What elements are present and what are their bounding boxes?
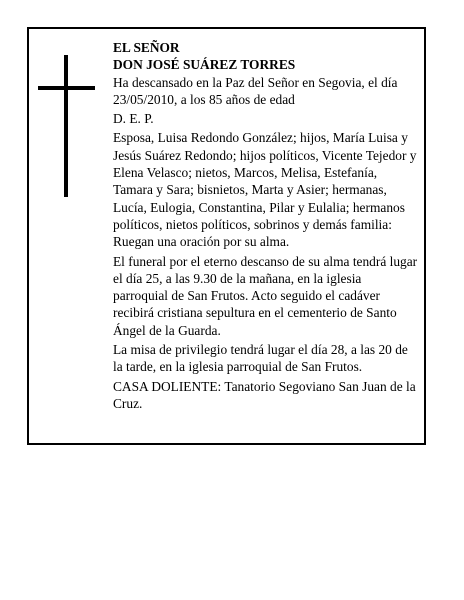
deceased-title: EL SEÑOR [113, 40, 180, 55]
dep-abbreviation: D. E. P. [113, 111, 154, 127]
funeral-home: CASA DOLIENTE: Tanatorio Segoviano San Juan de la Cruz. [113, 378, 416, 411]
family-list: Esposa, Luisa Redondo González; hijos, María Luisa y Jesús Suárez Redondo; hijos políticos, Vicente Tejedor y Elena Velasco; nietos, Marcos, Melisa, Estefanía, Tamara y Sara; bisnietos, Marta y Asier; hermanas, Lucía, Eulogia, Constantina, Pilar y Eulalia; hermanos políticos, nietos políticos, sobrinos y demás familia: [113, 130, 417, 232]
funeral-details: El funeral por el eterno descanso de su alma tendrá lugar el día 25, a las 9.30 de la mañana, en la iglesia parroquial de San Frutos. Acto seguido el cadáver recibirá cristiana sepultura en el cementerio de Santo Ángel de la Guarda. [113, 253, 418, 338]
deceased-name: DON JOSÉ SUÁREZ TORRES [113, 57, 296, 73]
mass-details: La misa de privilegio tendrá lugar el día 28, a las 20 de la tarde, en la iglesia parroquial de San Frutos. [113, 342, 408, 375]
cross-vertical-bar [64, 55, 68, 197]
death-announcement: Ha descansado en la Paz del Señor en Segovia, el día 23/05/2010, a los 85 años de edad [113, 74, 398, 107]
notice-text [113, 39, 418, 414]
cross-horizontal-bar [38, 86, 95, 90]
prayer-request: Ruegan una oración por su alma. [113, 234, 290, 250]
